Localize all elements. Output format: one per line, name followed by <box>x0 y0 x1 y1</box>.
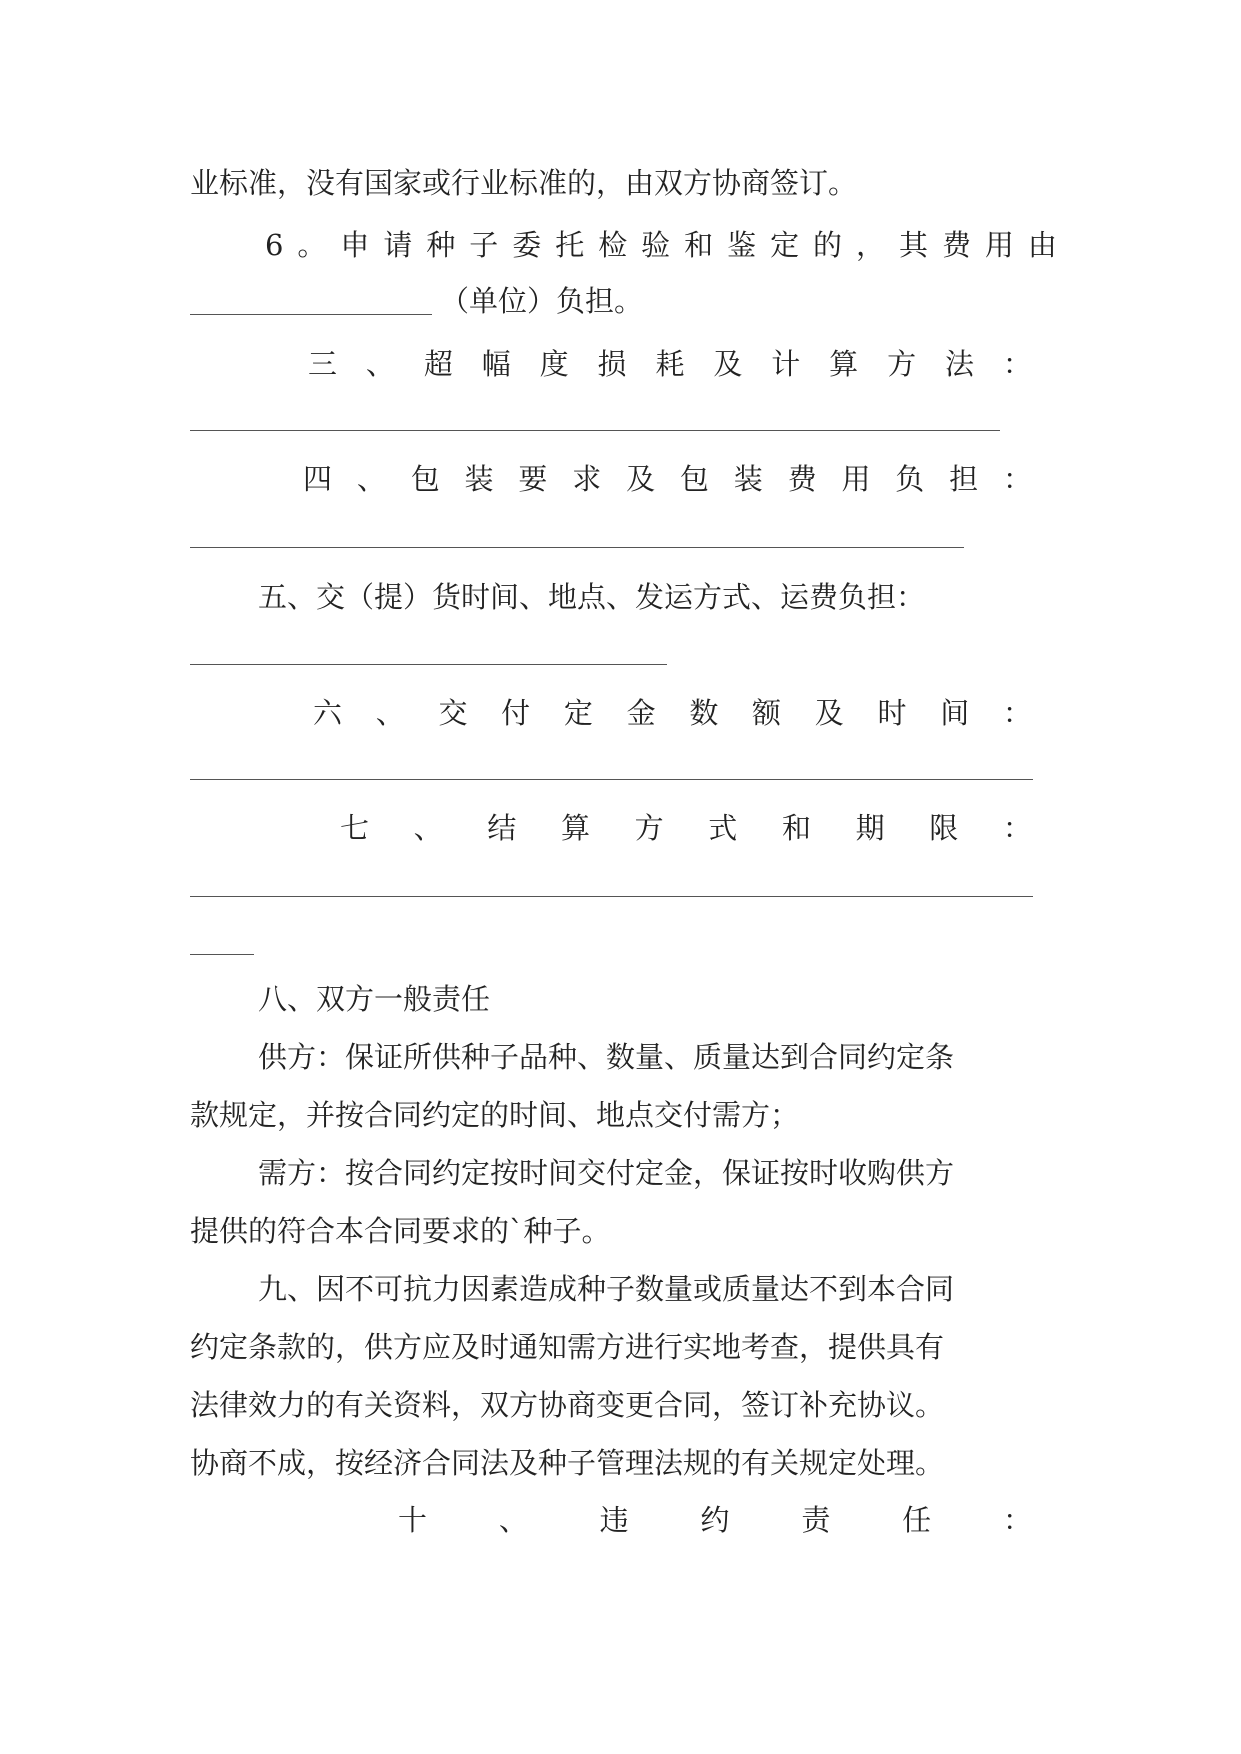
heading-char: 要 <box>518 462 548 496</box>
heading-char: 限 <box>929 811 959 845</box>
heading-char: 包 <box>410 462 440 496</box>
item-6-tail: （单位）负担。 <box>440 284 644 318</box>
heading-char: 定 <box>770 228 800 262</box>
heading-char: 期 <box>855 811 885 845</box>
section-6-heading <box>313 693 1032 733</box>
heading-char: 交 <box>438 696 468 730</box>
section-5-heading: 五、交（提）货时间、地点、发运方式、运费负担： <box>258 580 926 614</box>
heading-char: 方 <box>887 347 917 381</box>
heading-char: 幅 <box>481 347 511 381</box>
heading-char: 约 <box>700 1503 730 1537</box>
heading-char: 四 <box>303 462 333 496</box>
section-9-line-4: 协商不成，按经济合同法及种子管理法规的有关规定处理。 <box>190 1446 945 1480</box>
heading-char: 。 <box>297 228 327 262</box>
heading-char: 验 <box>641 228 671 262</box>
blank-underline <box>190 779 1033 780</box>
heading-char: 损 <box>597 347 627 381</box>
blank-underline <box>190 314 432 315</box>
heading-char: 包 <box>679 462 709 496</box>
heading-char: 申 <box>340 228 370 262</box>
heading-char: 和 <box>684 228 714 262</box>
heading-char: ： <box>1002 811 1032 845</box>
heading-char: 、 <box>356 462 386 496</box>
heading-char: 法 <box>944 347 974 381</box>
heading-char: 付 <box>501 696 531 730</box>
heading-char: 及 <box>814 696 844 730</box>
heading-char: 费 <box>941 228 971 262</box>
heading-char: 耗 <box>655 347 685 381</box>
heading-char: 时 <box>877 696 907 730</box>
heading-char: 请 <box>383 228 413 262</box>
section-8-heading: 八、双方一般责任 <box>258 982 491 1016</box>
heading-char: 间 <box>940 696 970 730</box>
heading-char: ， <box>856 228 886 262</box>
heading-char: 和 <box>781 811 811 845</box>
heading-char: 子 <box>469 228 499 262</box>
heading-char: 度 <box>539 347 569 381</box>
heading-char: 七 <box>340 811 370 845</box>
heading-char: 算 <box>560 811 590 845</box>
heading-char: ： <box>1002 462 1032 496</box>
heading-char: 用 <box>841 462 871 496</box>
heading-char: 违 <box>599 1503 629 1537</box>
buyer-duty-line-1: 需方：按合同约定按时间交付定金，保证按时收购供方 <box>258 1156 955 1190</box>
heading-char: 装 <box>733 462 763 496</box>
heading-char: 任 <box>902 1503 932 1537</box>
heading-char: 、 <box>498 1503 528 1537</box>
heading-char: 、 <box>413 811 443 845</box>
heading-char: 委 <box>512 228 542 262</box>
heading-char: 超 <box>423 347 453 381</box>
buyer-duty-line-2: 提供的符合本合同要求的`种子。 <box>190 1214 611 1248</box>
heading-char: 种 <box>426 228 456 262</box>
item-6-line <box>265 225 1057 265</box>
heading-char: 结 <box>487 811 517 845</box>
heading-char: 托 <box>555 228 585 262</box>
section-3-heading <box>308 344 1032 384</box>
section-4-heading <box>303 459 1032 499</box>
section-9-line-1: 九、因不可抗力因素造成种子数量或质量达不到本合同 <box>258 1272 955 1306</box>
heading-char: 三 <box>308 347 338 381</box>
heading-char: 检 <box>598 228 628 262</box>
heading-char: 及 <box>626 462 656 496</box>
blank-underline <box>190 954 254 955</box>
heading-char: 其 <box>898 228 928 262</box>
section-9-line-3: 法律效力的有关资料，双方协商变更合同，签订补充协议。 <box>190 1388 945 1422</box>
heading-char: 装 <box>464 462 494 496</box>
heading-char: ： <box>1002 696 1032 730</box>
heading-char: 求 <box>572 462 602 496</box>
text-line: 业标准，没有国家或行业标准的，由双方协商签订。 <box>190 166 858 200</box>
blank-underline <box>190 547 964 548</box>
heading-char: 额 <box>752 696 782 730</box>
heading-char: 方 <box>634 811 664 845</box>
heading-char: 算 <box>829 347 859 381</box>
heading-char: 6 <box>265 228 284 262</box>
section-9-line-2: 约定条款的，供方应及时通知需方进行实地考查，提供具有 <box>190 1330 945 1364</box>
supplier-duty-line-2: 款规定，并按合同约定的时间、地点交付需方； <box>190 1098 800 1132</box>
heading-char: 、 <box>375 696 405 730</box>
heading-char: 费 <box>787 462 817 496</box>
heading-char: 由 <box>1027 228 1057 262</box>
heading-char: 及 <box>713 347 743 381</box>
heading-char: 六 <box>313 696 343 730</box>
heading-char: ： <box>1002 347 1032 381</box>
heading-char: 鉴 <box>727 228 757 262</box>
heading-char: 责 <box>801 1503 831 1537</box>
heading-char: 十 <box>398 1503 428 1537</box>
blank-underline <box>190 430 1000 431</box>
section-10-heading <box>398 1500 1032 1540</box>
heading-char: 数 <box>689 696 719 730</box>
heading-char: 计 <box>771 347 801 381</box>
heading-char: 、 <box>365 347 395 381</box>
heading-char: 定 <box>563 696 593 730</box>
heading-char: 的 <box>813 228 843 262</box>
supplier-duty-line-1: 供方：保证所供种子品种、数量、质量达到合同约定条 <box>258 1040 955 1074</box>
heading-char: 担 <box>949 462 979 496</box>
blank-underline <box>190 896 1033 897</box>
heading-char: 金 <box>626 696 656 730</box>
section-7-heading <box>340 808 1032 848</box>
heading-char: ： <box>1002 1503 1032 1537</box>
heading-char: 用 <box>984 228 1014 262</box>
heading-char: 式 <box>708 811 738 845</box>
blank-underline <box>190 664 667 665</box>
heading-char: 负 <box>895 462 925 496</box>
